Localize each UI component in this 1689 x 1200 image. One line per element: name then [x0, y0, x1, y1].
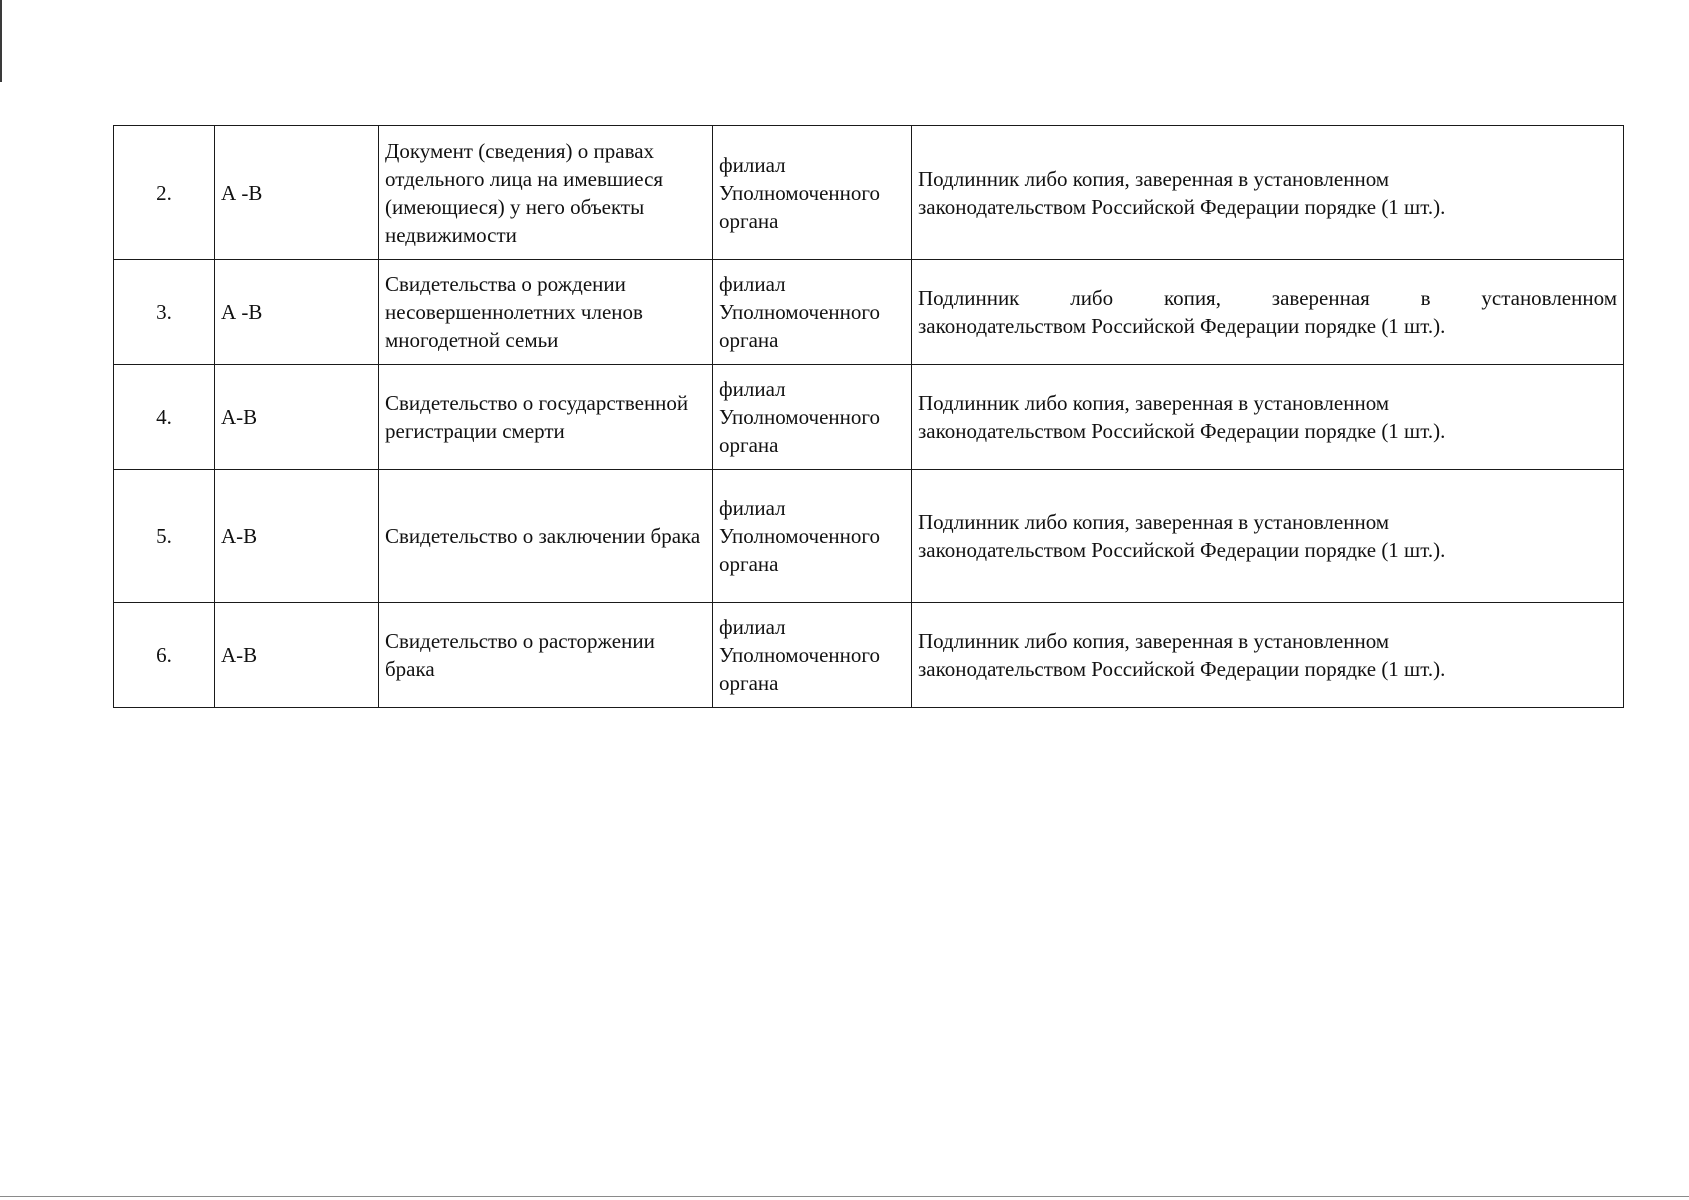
scan-edge-bottom — [0, 1196, 1689, 1197]
row-code: А -В — [215, 126, 379, 260]
row-code: А -В — [215, 260, 379, 365]
document-form — [912, 603, 1624, 708]
document-name: Свидетельство о расторжении брака — [379, 603, 713, 708]
document-form — [912, 126, 1624, 260]
table-row — [114, 603, 1624, 708]
row-number: 4. — [114, 365, 215, 470]
document-form-line: Подлинник либо копия, заверенная в установленном — [918, 510, 1390, 534]
row-number: 2. — [114, 126, 215, 260]
document-form-line: законодательством Российской Федерации порядке (1 шт.). — [918, 314, 1446, 338]
document-form-line: Подлинник либо копия, заверенная в установленном — [918, 166, 1390, 191]
row-code: А-В — [215, 470, 379, 603]
row-code: А-В — [215, 365, 379, 470]
issuing-organ: филиал Уполномоченного органа — [713, 260, 912, 365]
row-number: 5. — [114, 470, 215, 603]
scan-edge-left — [0, 0, 2, 82]
table-row — [114, 260, 1624, 365]
row-code: А-В — [215, 603, 379, 708]
issuing-organ: филиал Уполномоченного органа — [713, 470, 912, 603]
document-form-line: законодательством Российской Федерации порядке (1 шт.). — [918, 657, 1446, 681]
table-row — [114, 470, 1624, 603]
table-row — [114, 365, 1624, 470]
table-row — [114, 126, 1624, 260]
document-name: Документ (сведения) о правах отдельного лица на имевшиеся (имеющиеся) у него объекты недвижимости — [379, 126, 713, 260]
document-form-line: законодательством Российской Федерации порядке (1 шт.). — [918, 538, 1446, 562]
document-form-line: законодательством Российской Федерации порядке (1 шт.). — [918, 419, 1446, 443]
document-form-line: Подлинник либо копия, заверенная в установленном — [918, 629, 1390, 653]
issuing-organ: филиал Уполномоченного органа — [713, 603, 912, 708]
row-number: 6. — [114, 603, 215, 708]
document-name: Свидетельства о рождении несовершеннолетних членов многодетной семьи — [379, 260, 713, 365]
document-form — [912, 470, 1624, 603]
issuing-organ: филиал Уполномоченного органа — [713, 126, 912, 260]
document-name: Свидетельство о государственной регистрации смерти — [379, 365, 713, 470]
document-form-line: законодательством Российской Федерации порядке (1 шт.). — [918, 194, 1446, 219]
document-form-line: Подлинник либо копия, заверенная в установленном — [918, 286, 1617, 310]
document-form — [912, 365, 1624, 470]
document-name: Свидетельство о заключении брака — [379, 470, 713, 603]
documents-table — [113, 125, 1624, 708]
row-number: 3. — [114, 260, 215, 365]
document-form — [912, 260, 1624, 365]
document-form-line: Подлинник либо копия, заверенная в установленном — [918, 391, 1390, 415]
issuing-organ: филиал Уполномоченного органа — [713, 365, 912, 470]
